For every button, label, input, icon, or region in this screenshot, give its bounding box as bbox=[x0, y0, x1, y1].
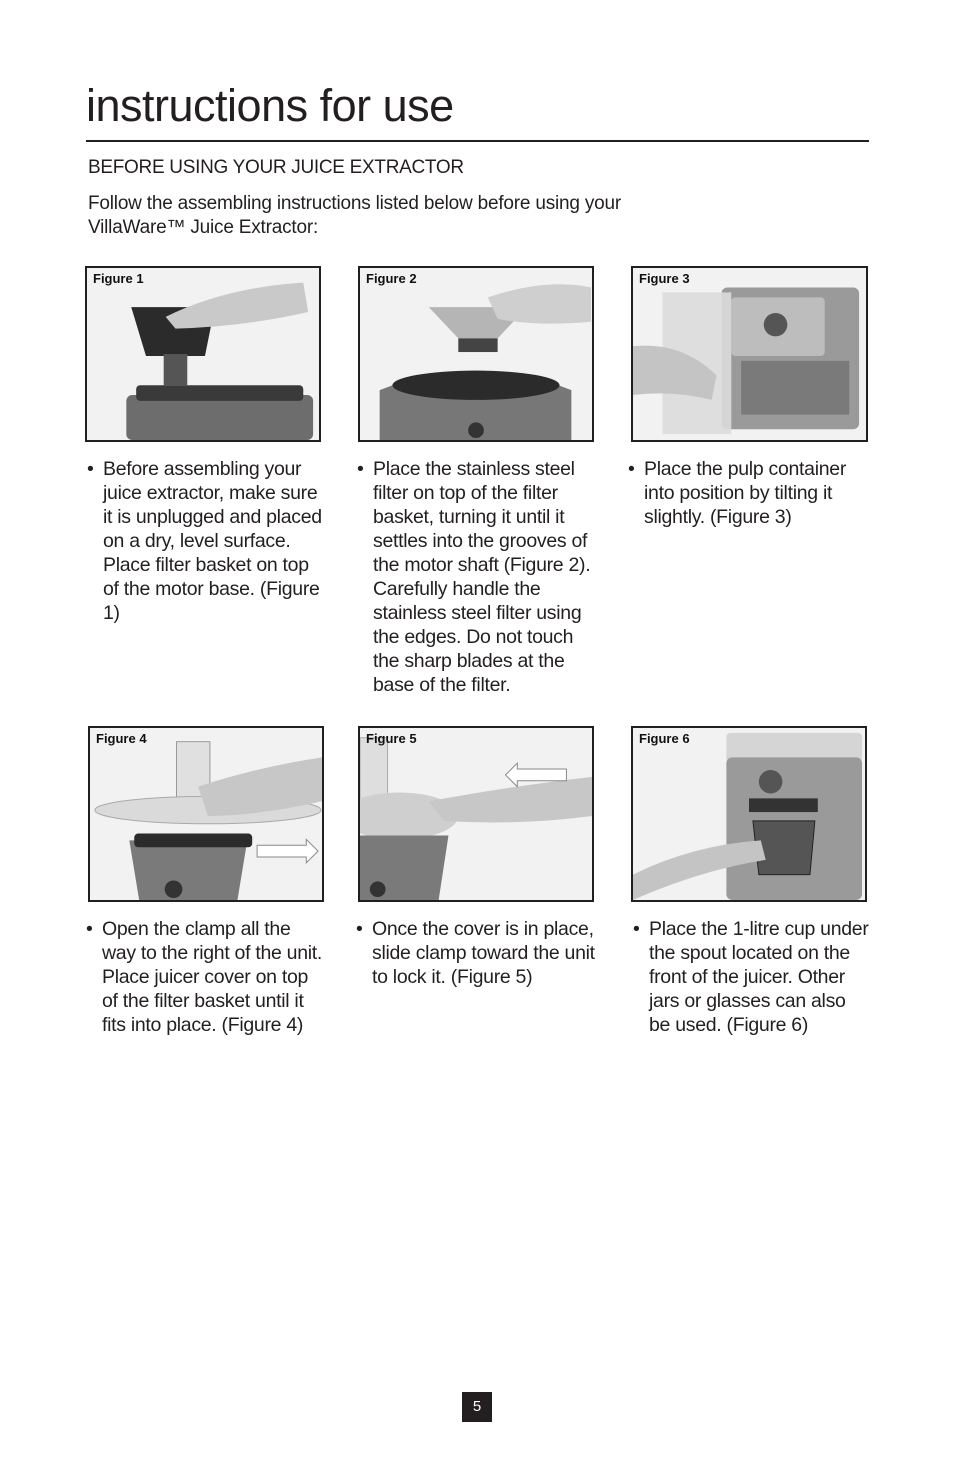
figure-5-illustration bbox=[360, 728, 592, 900]
intro-paragraph: Follow the assembling instructions listed below before using your VillaWare™ Juice Extractor: bbox=[88, 193, 621, 238]
step-4-text: Open the clamp all the way to the right of the unit. Place juicer cover on top of the filter basket until it fits into place. (Figure 4) bbox=[102, 918, 323, 1036]
step-1 bbox=[87, 457, 327, 625]
figure-6 bbox=[631, 726, 867, 902]
step-6-text: Place the 1-litre cup under the spout located on the front of the juicer. Other jars or glasses can also be used. (Figure 6) bbox=[649, 918, 869, 1036]
page-number: 5 bbox=[462, 1392, 492, 1422]
step-6-bullet: • bbox=[633, 918, 640, 940]
figure-2-illustration bbox=[360, 268, 592, 440]
step-3-bullet: • bbox=[628, 458, 635, 480]
step-6 bbox=[633, 917, 869, 1037]
step-5 bbox=[356, 917, 596, 989]
figure-5 bbox=[358, 726, 594, 902]
step-4 bbox=[86, 917, 326, 1037]
step-2 bbox=[357, 457, 597, 697]
figure-2-label: Figure 2 bbox=[366, 271, 417, 286]
figure-4-label: Figure 4 bbox=[96, 731, 147, 746]
step-2-text: Place the stainless steel filter on top of the filter basket, turning it until it settles into the grooves of the motor shaft (Figure 2). Carefully handle the stainless steel filter using the edges. Do not touch the sharp blades at the base of the filter. bbox=[373, 458, 591, 696]
step-1-text: Before assembling your juice extractor, make sure it is unplugged and placed on a dry, level surface. Place filter basket on top of the motor base. (Figure 1) bbox=[103, 458, 322, 624]
figure-1-label: Figure 1 bbox=[93, 271, 144, 286]
section-heading: BEFORE USING YOUR JUICE EXTRACTOR bbox=[88, 157, 464, 178]
figure-4-illustration bbox=[90, 728, 322, 900]
figure-3-label: Figure 3 bbox=[639, 271, 690, 286]
figure-3 bbox=[631, 266, 868, 442]
page-title: instructions for use bbox=[86, 80, 454, 131]
step-1-bullet: • bbox=[87, 458, 94, 480]
figure-3-illustration bbox=[633, 268, 866, 440]
figure-6-label: Figure 6 bbox=[639, 731, 690, 746]
figure-4 bbox=[88, 726, 324, 902]
step-3-text: Place the pulp container into position by tilting it slightly. (Figure 3) bbox=[644, 458, 847, 528]
figure-5-label: Figure 5 bbox=[366, 731, 417, 746]
figure-1-illustration bbox=[87, 268, 319, 440]
step-5-text: Once the cover is in place, slide clamp toward the unit to lock it. (Figure 5) bbox=[372, 918, 595, 988]
figure-1 bbox=[85, 266, 321, 442]
figure-2 bbox=[358, 266, 594, 442]
step-2-bullet: • bbox=[357, 458, 364, 480]
step-3 bbox=[628, 457, 868, 529]
figure-6-illustration bbox=[633, 728, 865, 900]
title-divider bbox=[86, 140, 869, 142]
step-5-bullet: • bbox=[356, 918, 363, 940]
step-4-bullet: • bbox=[86, 918, 93, 940]
